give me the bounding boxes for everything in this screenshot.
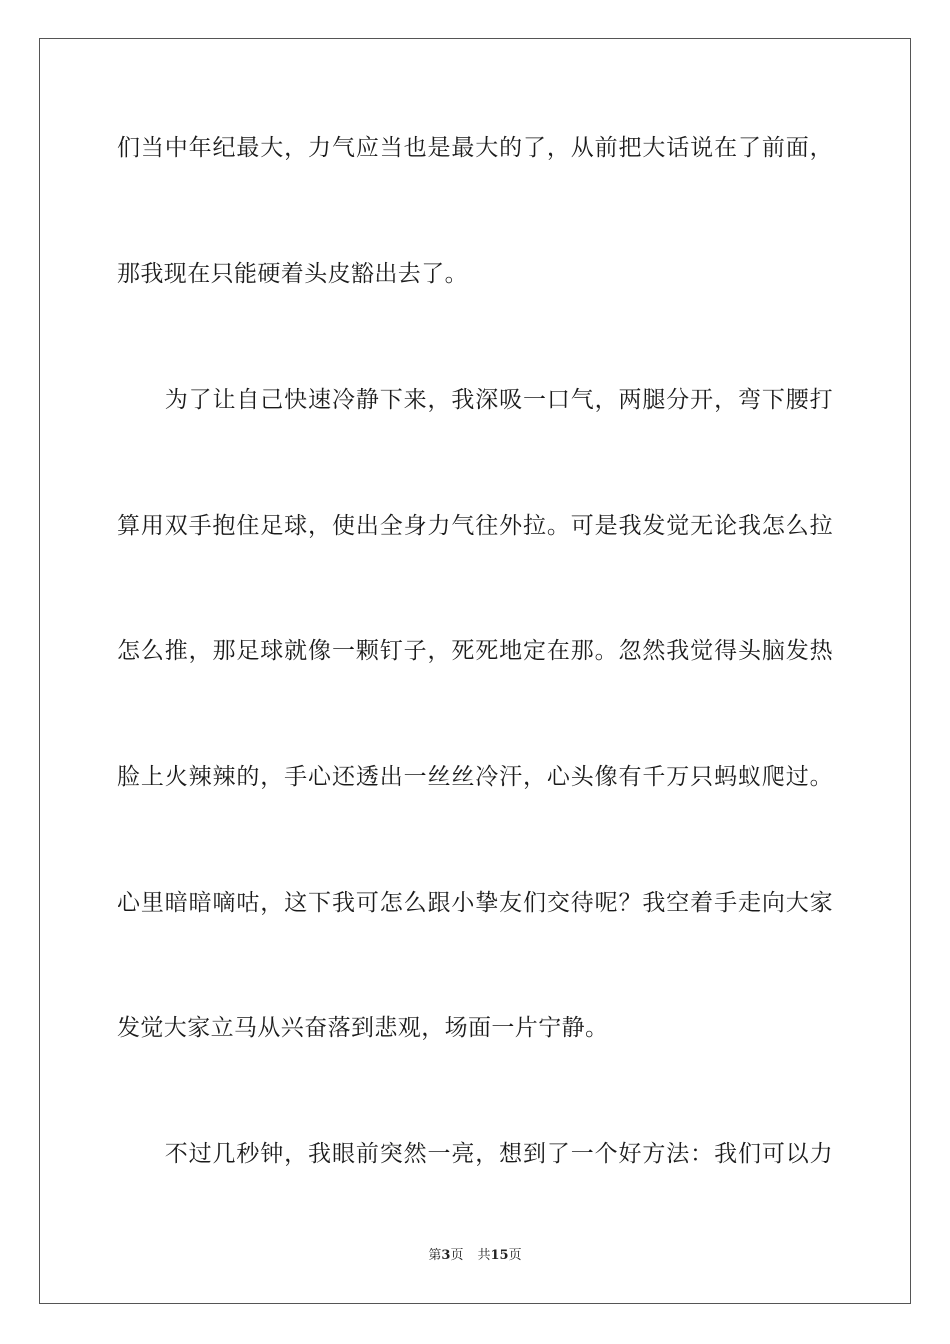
text-line-9: 不过几秒钟，我眼前突然一亮，想到了一个好方法：我们可以力 xyxy=(117,1141,833,1167)
text-line-6: 脸上火辣辣的，手心还透出一丝丝冷汗，心头像有千万只蚂蚁爬过。 xyxy=(117,764,833,790)
text-line-1: 们当中年纪最大，力气应当也是最大的了，从前把大话说在了前面， xyxy=(117,135,833,161)
footer-page-prefix: 第 xyxy=(428,1248,442,1263)
page-footer xyxy=(0,1248,950,1264)
footer-total-prefix: 共 xyxy=(477,1248,491,1263)
page-border xyxy=(39,38,911,1304)
text-line-4: 算用双手抱住足球，使出全身力气往外拉。可是我发觉无论我怎么拉 xyxy=(117,513,833,539)
footer-total-number: 15 xyxy=(490,1248,509,1263)
text-line-2: 那我现在只能硬着头皮豁出去了。 xyxy=(117,261,468,287)
text-line-7: 心里暗暗嘀咕，这下我可怎么跟小挚友们交待呢？我空着手走向大家 xyxy=(117,890,833,916)
footer-page-suffix: 页 xyxy=(450,1248,464,1263)
text-line-5: 怎么推，那足球就像一颗钉子，死死地定在那。忽然我觉得头脑发热 xyxy=(117,638,833,664)
text-line-8: 发觉大家立马从兴奋落到悲观，场面一片宁静。 xyxy=(117,1015,609,1041)
text-line-3: 为了让自己快速冷静下来，我深吸一口气，两腿分开，弯下腰打 xyxy=(117,387,833,413)
footer-page-number: 3 xyxy=(441,1248,451,1263)
footer-total-suffix: 页 xyxy=(508,1248,522,1263)
